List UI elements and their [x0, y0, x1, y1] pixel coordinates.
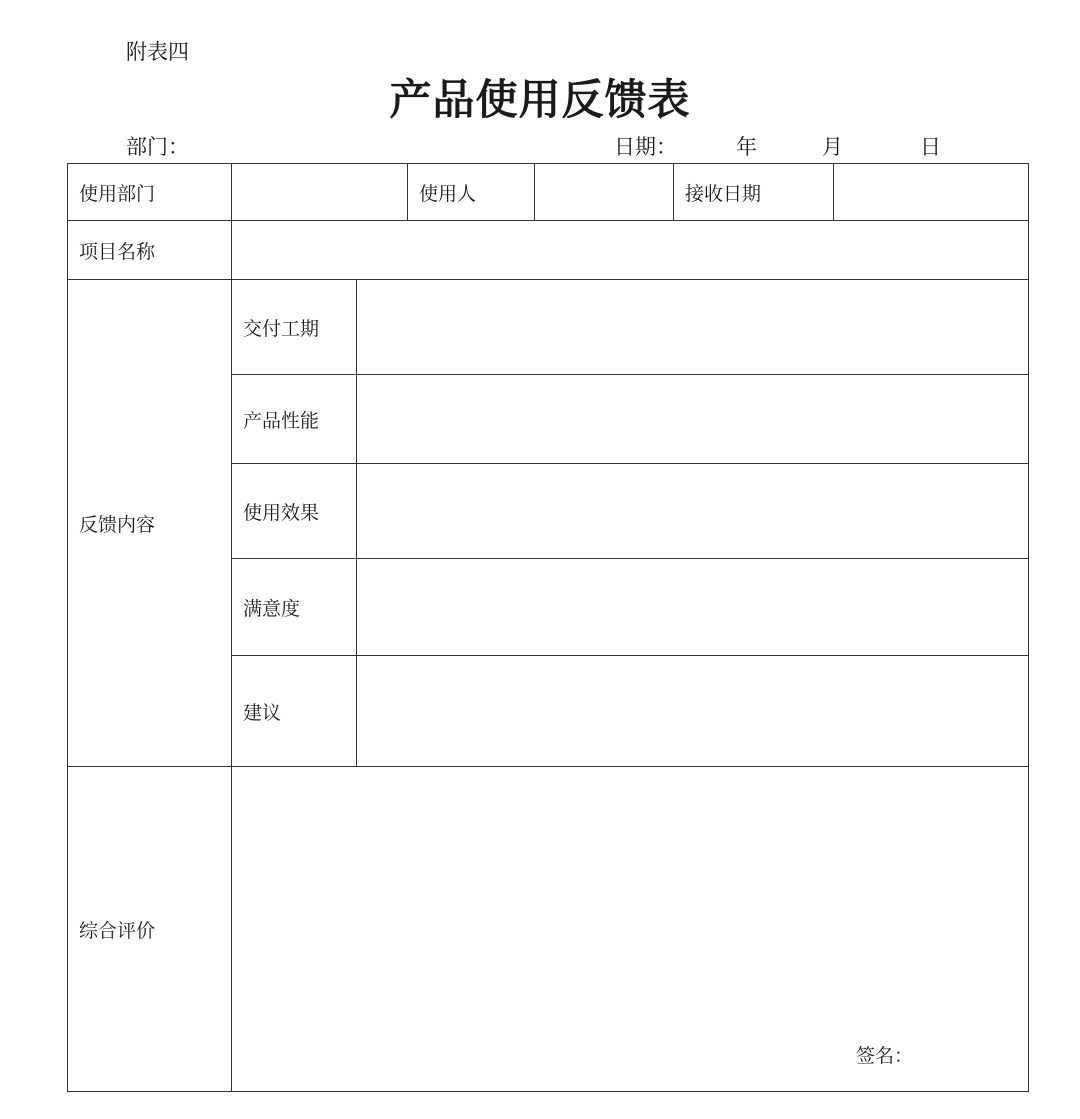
user-department-field[interactable]: [232, 164, 408, 221]
info-row: [68, 164, 1029, 221]
feedback-item-field[interactable]: [357, 559, 1029, 656]
user-department-label: 使用部门: [68, 164, 232, 221]
receive-date-label: 接收日期: [674, 164, 834, 221]
form-title: 产品使用反馈表: [389, 75, 691, 124]
month-label: 月: [822, 135, 843, 159]
year-label: 年: [736, 135, 757, 159]
project-name-field[interactable]: [232, 221, 1029, 280]
user-field[interactable]: [535, 164, 674, 221]
overall-evaluation-label: 综合评价: [68, 767, 232, 1092]
feedback-item-label: 建议: [232, 656, 357, 767]
user-label: 使用人: [408, 164, 535, 221]
feedback-row: [68, 280, 1029, 375]
department-label: 部门：: [126, 135, 189, 159]
feedback-item-label: 交付工期: [232, 280, 357, 375]
project-row: [68, 221, 1029, 280]
date-label: 日期：: [614, 135, 677, 159]
feedback-item-field[interactable]: [357, 375, 1029, 464]
feedback-item-field[interactable]: [357, 280, 1029, 375]
feedback-form-table: [67, 163, 1029, 1092]
feedback-content-label: 反馈内容: [68, 280, 232, 767]
day-label: 日: [920, 135, 941, 159]
feedback-item-field[interactable]: [357, 656, 1029, 767]
feedback-item-field[interactable]: [357, 464, 1029, 559]
feedback-item-label: 满意度: [232, 559, 357, 656]
signature-label: 签名：: [856, 1045, 914, 1067]
feedback-item-label: 使用效果: [232, 464, 357, 559]
feedback-item-label: 产品性能: [232, 375, 357, 464]
annex-label: 附表四: [126, 40, 189, 64]
receive-date-field[interactable]: [834, 164, 1029, 221]
project-name-label: 项目名称: [68, 221, 232, 280]
